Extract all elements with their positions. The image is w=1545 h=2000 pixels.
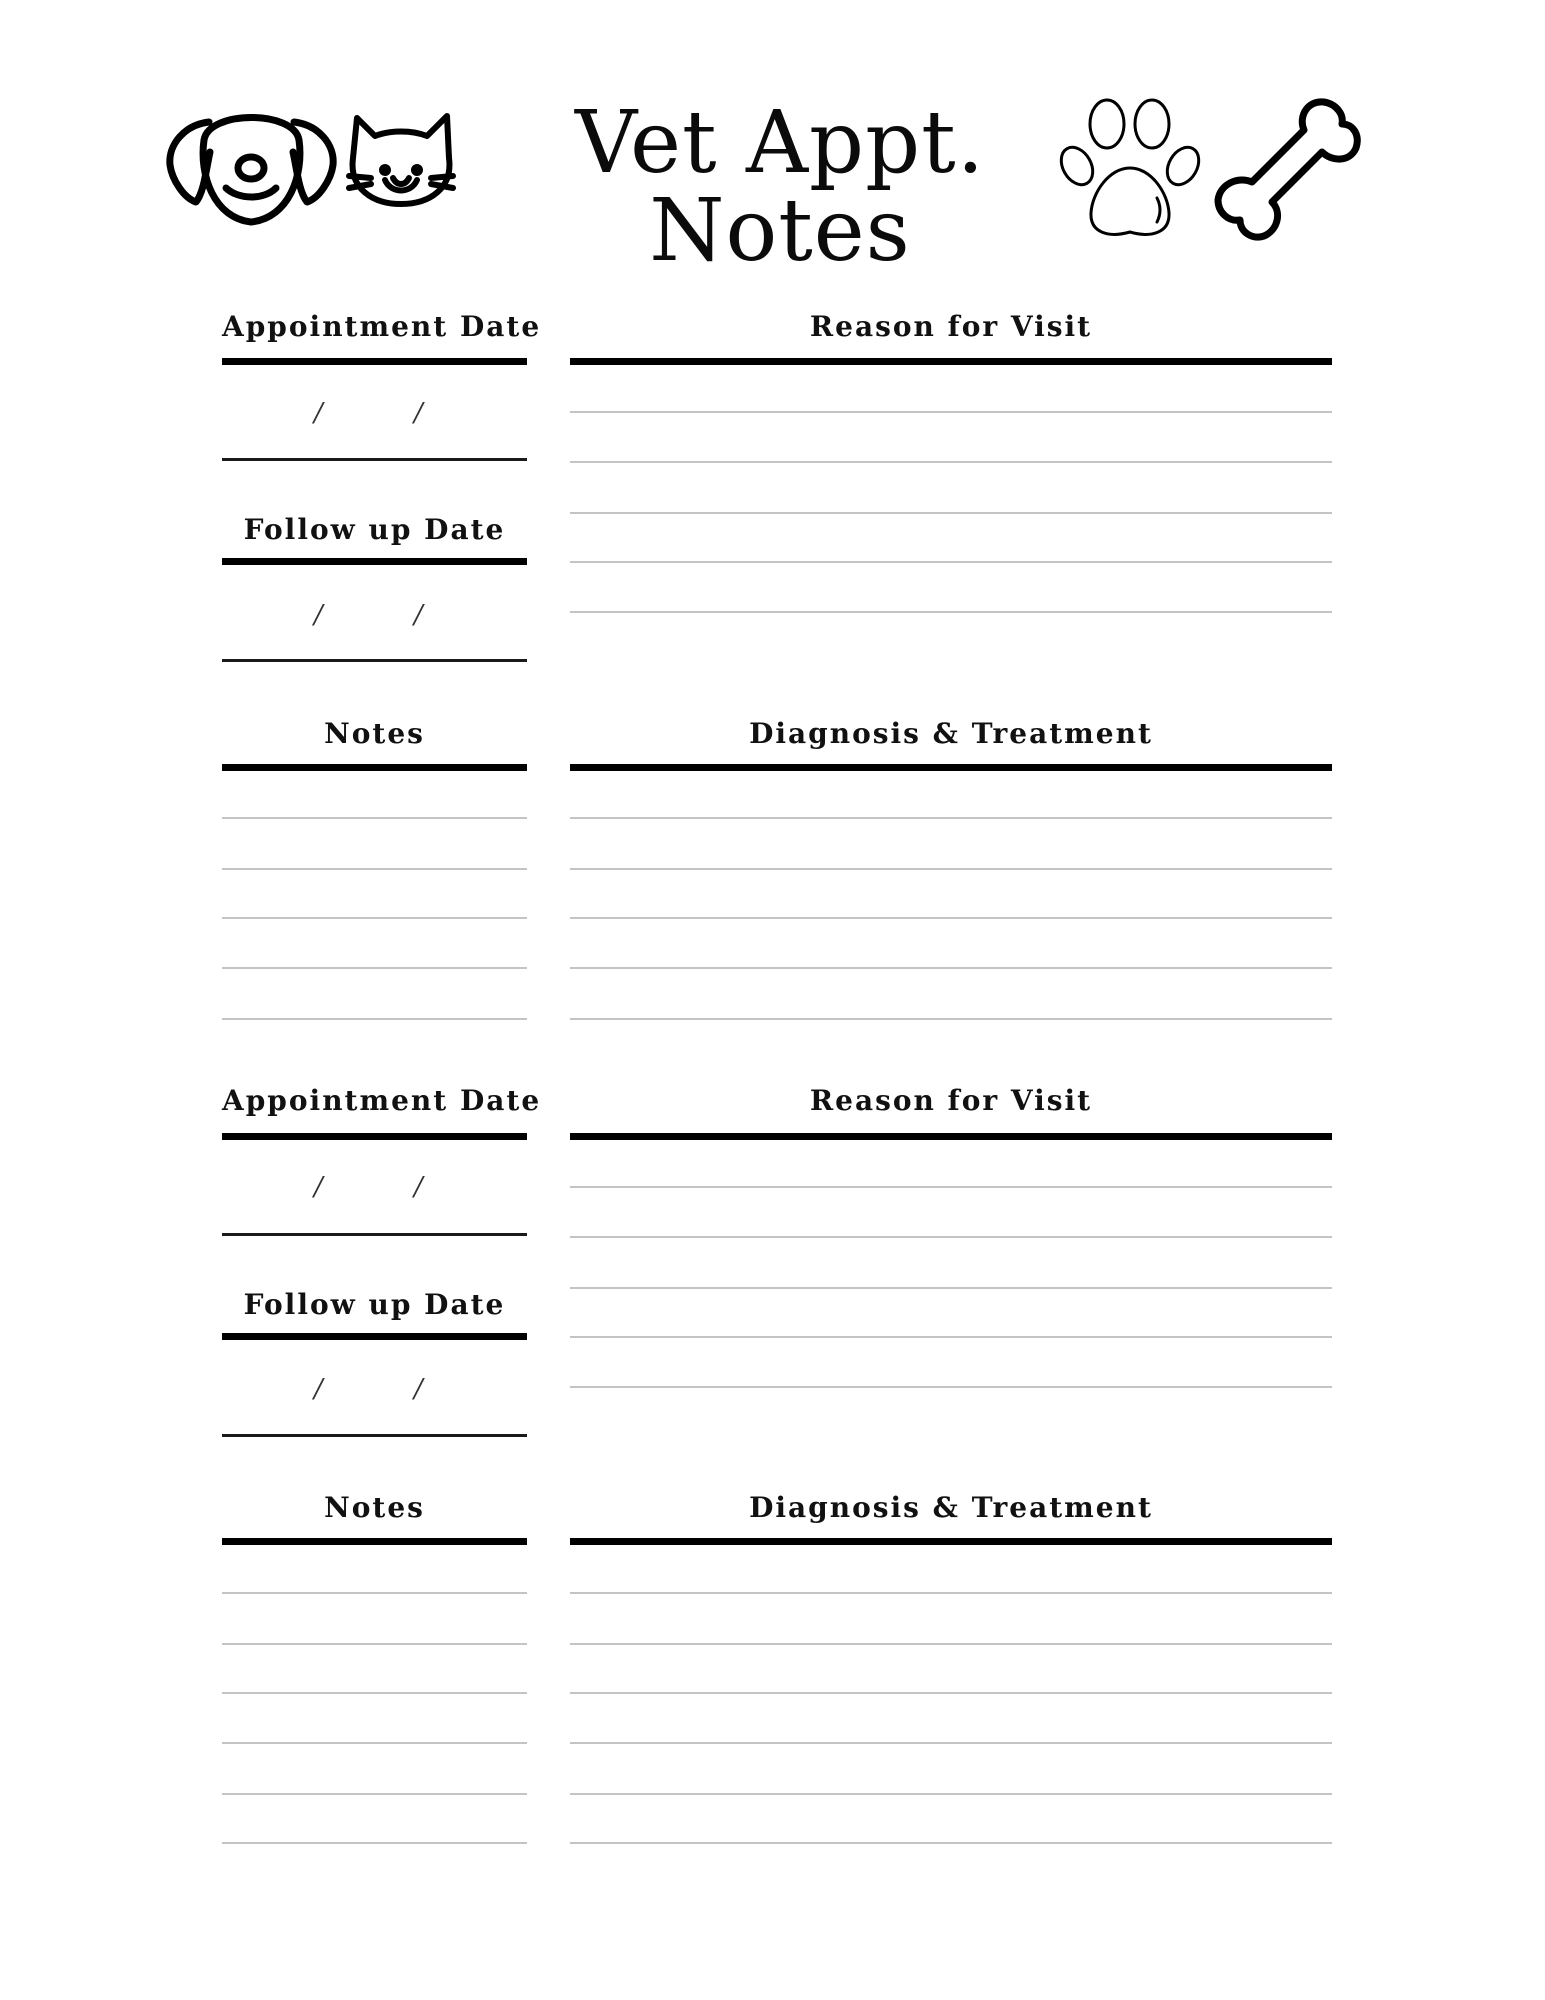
writing-line [570,611,1332,613]
date-separator: / [314,600,323,630]
divider [222,358,527,365]
dog-face-icon [164,100,339,230]
writing-line [222,1842,527,1844]
reason-for-visit-label: Reason for Visit [809,1084,1093,1117]
date-separator: / [414,1172,423,1202]
writing-line [570,1236,1332,1238]
writing-line [570,1742,1332,1744]
writing-line [222,1692,527,1694]
writing-line [570,461,1332,463]
divider [570,1133,1332,1140]
writing-line [570,1186,1332,1188]
date-underline [222,1233,527,1236]
date-underline [222,1434,527,1437]
divider [570,764,1332,771]
page-title-line-2: Notes [649,181,911,281]
paw-print-icon [1057,98,1203,240]
date-separator: / [414,1374,423,1404]
writing-line [570,1793,1332,1795]
writing-line [570,1287,1332,1289]
notes-label: Notes [324,1491,425,1524]
cat-face-icon [345,110,457,210]
date-underline [222,458,527,461]
date-separator: / [414,600,423,630]
appointment-date-label: Appointment Date [222,1084,542,1117]
notes-label: Notes [324,717,425,750]
divider [570,1538,1332,1545]
follow-up-date-label: Follow up Date [243,513,506,546]
writing-line [222,868,527,870]
appointment-date-label: Appointment Date [222,310,542,343]
writing-line [222,1018,527,1020]
writing-line [570,1692,1332,1694]
divider [222,558,527,565]
writing-line [570,1842,1332,1844]
diagnosis-treatment-label: Diagnosis & Treatment [749,1491,1153,1524]
writing-line [570,917,1332,919]
writing-line [570,1592,1332,1594]
writing-line [222,1592,527,1594]
reason-for-visit-label: Reason for Visit [809,310,1093,343]
writing-line [222,1643,527,1645]
writing-line [570,512,1332,514]
divider [570,358,1332,365]
bone-icon [1212,96,1362,242]
writing-line [570,868,1332,870]
divider [222,1538,527,1545]
date-separator: / [314,398,323,428]
divider [222,1133,527,1140]
writing-line [570,1643,1332,1645]
diagnosis-treatment-label: Diagnosis & Treatment [749,717,1153,750]
date-separator: / [314,1172,323,1202]
writing-line [222,917,527,919]
writing-line [222,1742,527,1744]
writing-line [222,1793,527,1795]
divider [222,1333,527,1340]
date-underline [222,659,527,662]
page-title-line-1: Vet Appt. [574,93,986,193]
date-separator: / [314,1374,323,1404]
writing-line [570,967,1332,969]
writing-line [222,817,527,819]
divider [222,764,527,771]
follow-up-date-label: Follow up Date [243,1288,506,1321]
writing-line [570,411,1332,413]
writing-line [570,561,1332,563]
writing-line [570,1336,1332,1338]
date-separator: / [414,398,423,428]
writing-line [222,967,527,969]
writing-line [570,1018,1332,1020]
writing-line [570,1386,1332,1388]
writing-line [570,817,1332,819]
